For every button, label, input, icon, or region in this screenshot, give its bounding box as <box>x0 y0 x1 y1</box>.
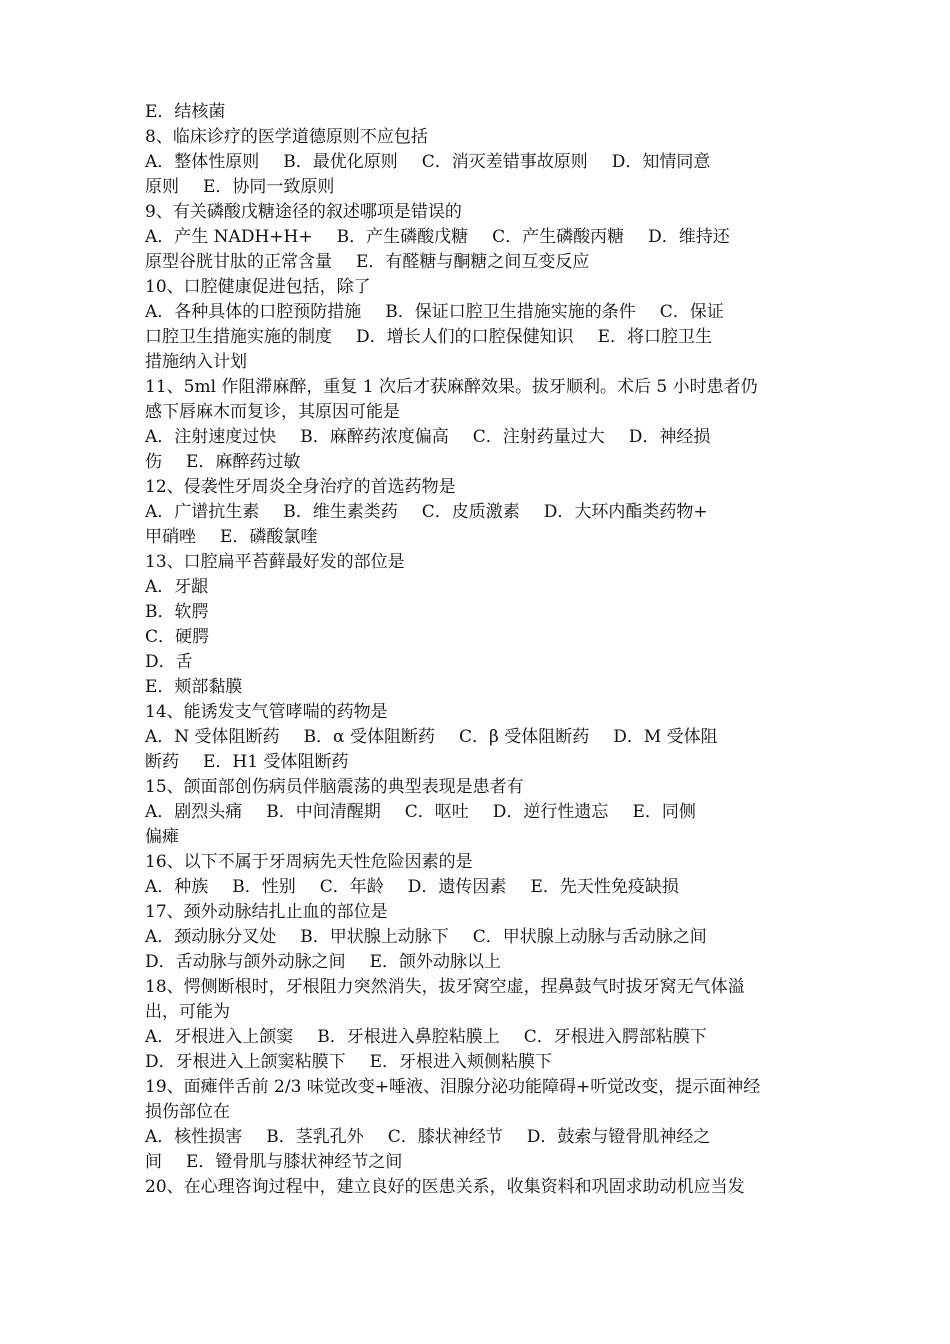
text-line <box>145 1050 817 1075</box>
option-text: B．中间清醒期 <box>266 802 381 822</box>
text-line <box>145 950 817 975</box>
line-text: 措施纳入计划 <box>145 352 247 372</box>
line-text: 19、面瘫伴舌前 2/3 味觉改变+唾液、泪腺分泌功能障碍+听觉改变，提示面神经 <box>145 1077 761 1097</box>
text-line <box>145 900 817 925</box>
line-text: 16、以下不属于牙周病先天性危险因素的是 <box>145 852 473 872</box>
option-text: A．N 受体阻断药 <box>145 727 280 747</box>
option-text: 断药 <box>145 752 179 772</box>
option-text: D．大环内酯类药物+ <box>543 502 708 522</box>
option-text: D．鼓索与镫骨肌神经之 <box>526 1127 711 1147</box>
line-text: E．颊部黏膜 <box>145 677 243 697</box>
option-text: 口腔卫生措施实施的制度 <box>145 327 332 347</box>
text-line <box>145 550 817 575</box>
line-text: 18、愕侧断根时，牙根阻力突然消失，拔牙窝空虚，捏鼻鼓气时拔牙窝无气体溢 <box>145 977 745 997</box>
text-line <box>145 625 817 650</box>
option-text: D．增长人们的口腔保健知识 <box>356 327 574 347</box>
text-line <box>145 500 817 525</box>
line-text: B．软腭 <box>145 602 209 622</box>
option-text: B．保证口腔卫生措施实施的条件 <box>385 302 636 322</box>
document-page <box>145 100 817 1200</box>
option-text: B．甲状腺上动脉下 <box>300 927 449 947</box>
option-text: B．产生磷酸戊糖 <box>336 227 469 247</box>
option-text: B．最优化原则 <box>283 152 398 172</box>
text-line <box>145 375 817 400</box>
option-text: E．同侧 <box>632 802 696 822</box>
line-text: 13、口腔扁平苔藓最好发的部位是 <box>145 552 405 572</box>
text-line <box>145 425 817 450</box>
text-line <box>145 1125 817 1150</box>
text-line <box>145 525 817 550</box>
line-text: 15、颌面部创伤病员伴脑震荡的典型表现是患者有 <box>145 777 524 797</box>
text-line <box>145 650 817 675</box>
option-text: A．各种具体的口腔预防措施 <box>145 302 362 322</box>
text-line <box>145 675 817 700</box>
option-text: 甲硝唑 <box>145 527 196 547</box>
text-line <box>145 200 817 225</box>
option-text: 原则 <box>145 177 179 197</box>
option-text: D．逆行性遗忘 <box>492 802 609 822</box>
text-line <box>145 225 817 250</box>
text-line <box>145 1025 817 1050</box>
text-line <box>145 800 817 825</box>
option-text: D．维持还 <box>648 227 730 247</box>
option-text: A．整体性原则 <box>145 152 260 172</box>
option-text: B．牙根进入鼻腔粘膜上 <box>317 1027 500 1047</box>
option-text: B．茎乳孔外 <box>266 1127 364 1147</box>
option-text: A．核性损害 <box>145 1127 243 1147</box>
text-line <box>145 125 817 150</box>
option-text: A．颈动脉分叉处 <box>145 927 277 947</box>
text-line <box>145 1000 817 1025</box>
option-text: E．H1 受体阻断药 <box>203 752 349 772</box>
line-text: C．硬腭 <box>145 627 210 647</box>
line-text: 出，可能为 <box>145 1002 230 1022</box>
option-text: 间 <box>145 1152 162 1172</box>
text-line <box>145 825 817 850</box>
option-text: D．神经损 <box>628 427 711 447</box>
text-line <box>145 975 817 1000</box>
option-text: E．颌外动脉以上 <box>369 952 502 972</box>
option-text: C．呕吐 <box>404 802 469 822</box>
text-line <box>145 575 817 600</box>
option-text: C．β 受体阻断药 <box>458 727 590 747</box>
option-text: C．年龄 <box>319 877 384 897</box>
text-line <box>145 700 817 725</box>
text-line <box>145 1175 817 1200</box>
option-text: E．镫骨肌与膝状神经节之间 <box>186 1152 403 1172</box>
line-text: 9、有关磷酸戊糖途径的叙述哪项是错误的 <box>145 202 462 222</box>
line-text: D．舌 <box>145 652 193 672</box>
option-text: E．先天性免疫缺损 <box>530 877 679 897</box>
option-text: C．皮质激素 <box>421 502 520 522</box>
line-text: 偏瘫 <box>145 827 179 847</box>
option-text: B．麻醉药浓度偏高 <box>300 427 449 447</box>
option-text: 原型谷胱甘肽的正常含量 <box>145 252 332 272</box>
text-line <box>145 325 817 350</box>
line-text: 20、在心理咨询过程中，建立良好的医患关系，收集资料和巩固求助动机应当发 <box>145 1177 745 1197</box>
option-text: C．牙根进入腭部粘膜下 <box>523 1027 707 1047</box>
option-text: A．种族 <box>145 877 209 897</box>
line-text: 11、5ml 作阻滞麻醉，重复 1 次后才获麻醉效果。拔牙顺利。术后 5 小时患者仍 <box>145 377 758 397</box>
line-text: E．结核菌 <box>145 102 226 122</box>
option-text: D．知情同意 <box>611 152 711 172</box>
option-text: A．产生 NADH+H+ <box>145 227 313 247</box>
text-line <box>145 250 817 275</box>
text-line <box>145 1150 817 1175</box>
option-text: C．注射药量过大 <box>472 427 605 447</box>
option-text: B．α 受体阻断药 <box>303 727 435 747</box>
text-line <box>145 450 817 475</box>
text-line <box>145 750 817 775</box>
text-line <box>145 775 817 800</box>
text-line <box>145 600 817 625</box>
option-text: D．牙根进入上颌窦粘膜下 <box>145 1052 346 1072</box>
option-text: B．性别 <box>232 877 296 897</box>
option-text: C．膝状神经节 <box>387 1127 503 1147</box>
text-line <box>145 400 817 425</box>
option-text: A．注射速度过快 <box>145 427 277 447</box>
option-text: E．有醛糖与酮糖之间互变反应 <box>356 252 590 272</box>
text-line <box>145 100 817 125</box>
text-line <box>145 725 817 750</box>
text-line <box>145 150 817 175</box>
text-line <box>145 1075 817 1100</box>
text-line <box>145 475 817 500</box>
option-text: E．将口腔卫生 <box>597 327 713 347</box>
line-text: 10、口腔健康促进包括，除了 <box>145 277 371 297</box>
line-text: 17、颈外动脉结扎止血的部位是 <box>145 902 388 922</box>
option-text: E．麻醉药过敏 <box>186 452 301 472</box>
option-text: 伤 <box>145 452 162 472</box>
line-text: 8、临床诊疗的医学道德原则不应包括 <box>145 127 428 147</box>
option-text: D．M 受体阻 <box>613 727 718 747</box>
text-line <box>145 875 817 900</box>
text-line <box>145 300 817 325</box>
option-text: E．牙根进入颊侧粘膜下 <box>369 1052 553 1072</box>
option-text: D．舌动脉与颌外动脉之间 <box>145 952 346 972</box>
option-text: B．维生素类药 <box>283 502 398 522</box>
option-text: D．遗传因素 <box>407 877 507 897</box>
option-text: E．协同一致原则 <box>203 177 335 197</box>
text-line <box>145 275 817 300</box>
text-line <box>145 925 817 950</box>
option-text: C．消灭差错事故原则 <box>421 152 588 172</box>
text-line <box>145 1100 817 1125</box>
option-text: A．牙根进入上颌窦 <box>145 1027 294 1047</box>
line-text: A．牙龈 <box>145 577 209 597</box>
text-line <box>145 175 817 200</box>
text-line <box>145 350 817 375</box>
line-text: 12、侵袭性牙周炎全身治疗的首选药物是 <box>145 477 456 497</box>
line-text: 感下唇麻木而复诊，其原因可能是 <box>145 402 400 422</box>
option-text: C．产生磷酸丙糖 <box>492 227 625 247</box>
line-text: 14、能诱发支气管哮喘的药物是 <box>145 702 388 722</box>
line-text: 损伤部位在 <box>145 1102 230 1122</box>
option-text: C．保证 <box>659 302 724 322</box>
option-text: A．广谱抗生素 <box>145 502 260 522</box>
option-text: A．剧烈头痛 <box>145 802 243 822</box>
text-line <box>145 850 817 875</box>
option-text: C．甲状腺上动脉与舌动脉之间 <box>472 927 707 947</box>
option-text: E．磷酸氯喹 <box>220 527 318 547</box>
